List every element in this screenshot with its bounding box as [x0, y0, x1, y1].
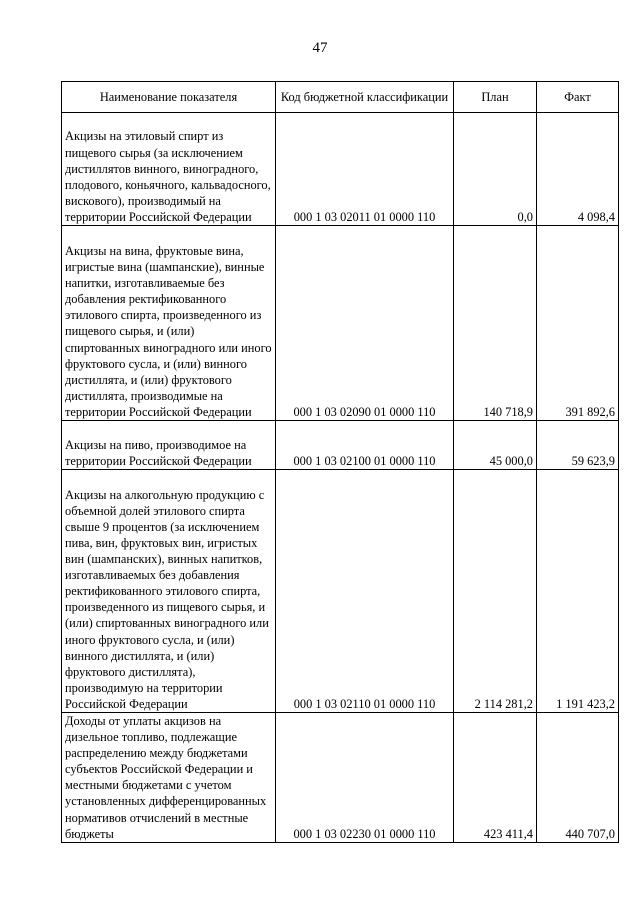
table-row: [62, 113, 619, 226]
table-header-row: [62, 82, 619, 113]
table-row: [62, 226, 619, 421]
row-name: Доходы от уплаты акцизов на дизельное топливо, подлежащие распределению между бюджетами субъектов Российской Федерации и местными бюджетами с учетом установленных дифференцированных нормативов отчислений в местные бюджеты: [62, 713, 276, 843]
row-code: 000 1 03 02110 01 0000 110: [276, 470, 454, 713]
row-name: Акцизы на этиловый спирт из пищевого сырья (за исключением дистиллятов винного, виноградного, плодового, коньячного, кальвадосного, вискового), производимый на территории Российской Федерации: [62, 113, 276, 226]
page-number: 47: [312, 40, 328, 56]
header-name: Наименование показателя: [62, 82, 276, 113]
row-code: 000 1 03 02090 01 0000 110: [276, 226, 454, 421]
table-row: [62, 713, 619, 843]
header-plan: План: [454, 82, 537, 113]
row-plan: 423 411,4: [454, 713, 537, 843]
row-fact: 391 892,6: [537, 226, 619, 421]
row-plan: 2 114 281,2: [454, 470, 537, 713]
table-row: [62, 470, 619, 713]
row-fact: 4 098,4: [537, 113, 619, 226]
table-row: [62, 421, 619, 470]
row-code: 000 1 03 02011 01 0000 110: [276, 113, 454, 226]
row-name: Акцизы на пиво, производимое на территории Российской Федерации: [62, 421, 276, 470]
row-plan: 140 718,9: [454, 226, 537, 421]
budget-table: [61, 81, 619, 843]
row-plan: 0,0: [454, 113, 537, 226]
header-fact: Факт: [537, 82, 619, 113]
header-code: Код бюджетной классификации: [276, 82, 454, 113]
row-fact: 440 707,0: [537, 713, 619, 843]
row-fact: 1 191 423,2: [537, 470, 619, 713]
row-name: Акцизы на вина, фруктовые вина, игристые вина (шампанские), винные напитки, изготавливаемые без добавления ректификованного этилового спирта, произведенного из пищевого сырья, и (или) спиртованных виноградного или иного фруктового сусла, и (или) винного дистиллята, и (или) фруктового дистиллята, производимые на территории Российской Федерации: [62, 226, 276, 421]
row-fact: 59 623,9: [537, 421, 619, 470]
row-name: Акцизы на алкогольную продукцию с объемной долей этилового спирта свыше 9 процентов (за исключением пива, вин, фруктовых вин, игристых вин (шампанских), винных напитков, изготавливаемых без добавления ректификованного этилового спирта, произведенного из пищевого сырья, и (или) спиртованных виноградного или иного фруктового сусла, и (или) винного дистиллята, и (или) фруктового дистиллята), производимую на территории Российской Федерации: [62, 470, 276, 713]
row-plan: 45 000,0: [454, 421, 537, 470]
row-code: 000 1 03 02230 01 0000 110: [276, 713, 454, 843]
row-code: 000 1 03 02100 01 0000 110: [276, 421, 454, 470]
